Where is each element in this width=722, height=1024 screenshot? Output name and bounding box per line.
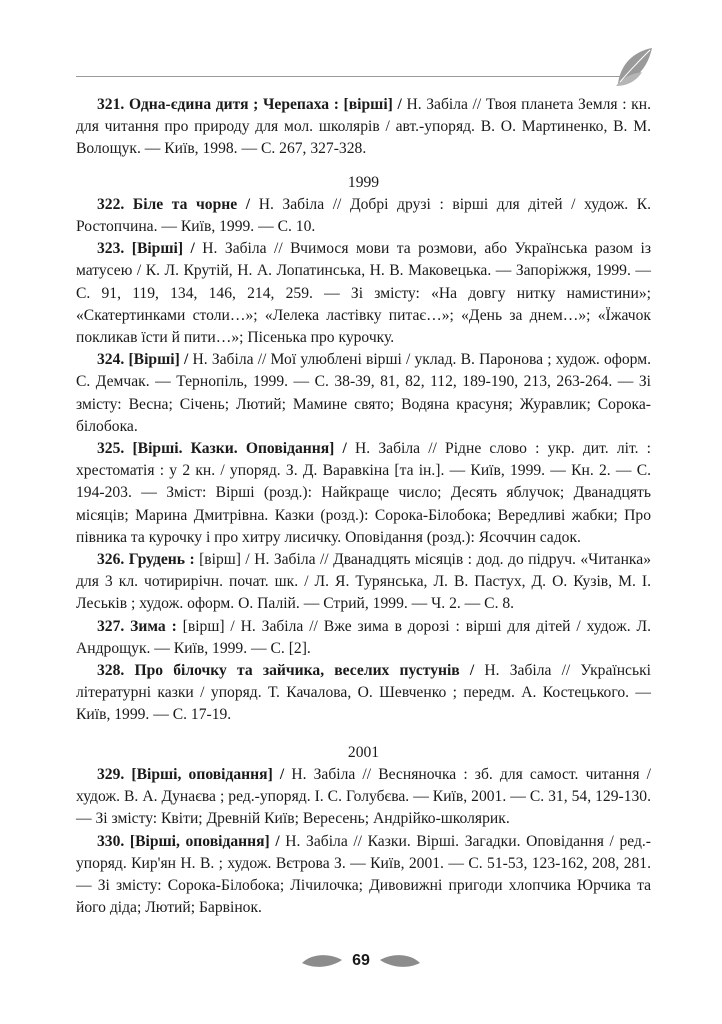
entry-text: Н. Забіла // Українські літературні казки / упоряд. Т. Качалова, О. Шевченко ; передм. А. Костецького. — Київ, 1999. — С. 17-19.	[76, 662, 651, 724]
entry-323	[76, 238, 651, 349]
page-footer	[0, 948, 722, 976]
leaf-ornament-icon	[612, 44, 656, 88]
entry-number: 324.	[97, 351, 125, 369]
year-heading-1999: 1999	[347, 173, 380, 191]
entry-title: [Вірші. Казки. Оповідання] /	[132, 440, 347, 458]
leaf-left-icon	[300, 952, 344, 970]
entry-number: 321.	[97, 96, 125, 113]
entry-title: [Вірші] /	[131, 240, 195, 258]
entry-number: 330.	[97, 832, 125, 850]
entry-number: 329.	[97, 765, 125, 783]
entry-number: 327.	[97, 617, 125, 635]
entry-title: [Вірші, оповідання] /	[131, 765, 285, 783]
entry-text: [вірш] / Н. Забіла // Вже зима в дорозі : вірші для дітей / худож. Л. Андрощук. — Київ, 1999. — С. [2].	[76, 617, 651, 657]
entry-title: [Вірші, оповідання] /	[129, 832, 280, 850]
entry-text: Н. Забіла // Мої улюблені вірші / уклад. В. Паронова ; худож. оформ. С. Демчак. — Тернопіль, 1999. — С. 38-39, 81, 82, 112, 189-190, 213, 263-264. — Зі змісту: Весна; Січень; Лютий; Мамине свято; Водяна красуня; Журавлик; Сорока-білобока.	[76, 351, 651, 435]
page-number: 69	[352, 952, 370, 969]
entry-text: Н. Забіла // Добрі друзі : вірші для дітей / худож. К. Ростопчина. — Київ, 1999. — С. 10.	[76, 195, 651, 236]
entry-number: 328.	[97, 662, 125, 680]
entry-text: Н. Забіла // Весняночка : зб. для самост. читання / худож. В. А. Дунаєва ; ред.-упоряд. І. С. Голубєва. — Київ, 2001. — С. 31, 54, 129-130. — Зі змісту: Квіти; Древній Київ; Вересень; Андрійко-школярик.	[76, 765, 651, 828]
entry-text: Н. Забіла // Казки. Вірші. Загадки. Оповідання / ред.-упоряд. Кир'ян Н. В. ; худож. Вєтрова З. — Київ, 2001. — С. 51-53, 123-162, 208, 281. — Зі змісту: Сорока-Білобока; Лічилочка; Дивовижні пригоди хлопчика Юрчика та його діда; Лютий; Барвінок.	[76, 832, 651, 917]
entry-title: Одна-єдина дитя ; Черепаха : [вірші] /	[128, 96, 402, 113]
entry-number: 325.	[97, 440, 125, 458]
entry-number: 323.	[97, 240, 125, 258]
entry-number: 326.	[97, 551, 125, 569]
header-rule	[76, 76, 624, 77]
entry-text: Н. Забіла // Вчимося мови та розмови, або Українська разом із матусею / К. Л. Крутій, Н. А. Лопатинська, Н. В. Маковецька. — Запоріжжя, 1999. — С. 91, 119, 134, 146, 214, 259. — Зі змісту: «На довгу нитку намистини»; «Скатертинками столи…»; «Лелека ластівку питає…»; «День за днем…»; «Їжачок покликав їсти й пити…»; Пісенька про курочку.	[76, 240, 651, 347]
entry-329	[76, 764, 651, 831]
entry-number: 322.	[97, 195, 125, 213]
year-heading-2001: 2001	[347, 743, 380, 761]
entry-text: Н. Забіла // Рідне слово : укр. дит. літ. : хрестоматія : у 2 кн. / упоряд. З. Д. Варавкіна [та ін.]. — Київ, 1999. — Кн. 2. — С. 194-203. — Зміст: Вірші (розд.): Найкраще число; Десять яблучок; Дванадцять місяців; Марина Дмитрівна. Казки (розд.): Сорока-Білобока; Вередливі жабки; Про півника та курочку і про хитру лисичку. Оповідання (розд.): Ясоччин садок.	[76, 440, 651, 546]
entry-text: [вірш] / Н. Забіла // Дванадцять місяців : дод. до підруч. «Читанка» для 3 кл. чотирирічн. почат. шк. / Л. Я. Турянська, Л. В. Пастух, Д. О. Кузів, М. І. Леськів ; худож. оформ. О. Палій. — Стрий, 1999. — Ч. 2. — С. 8.	[76, 551, 651, 613]
entry-325	[76, 438, 651, 549]
entry-title: Грудень :	[128, 551, 195, 569]
entry-324	[76, 349, 651, 438]
entry-title: Зима :	[130, 617, 177, 635]
entry-326	[76, 549, 651, 616]
entry-text: Н. Забіла // Твоя планета Земля : кн. для читання про природу для мол. школярів / авт.-упоряд. В. О. Мартиненко, В. М. Волощук. — Київ, 1998. — С. 267, 327-328.	[76, 96, 651, 158]
entry-title: [Вірші] /	[128, 351, 189, 369]
bibliography-list	[76, 94, 651, 919]
entry-330	[76, 831, 651, 920]
entry-title: Про білочку та зайчика, веселих пустунів /	[134, 662, 475, 680]
leaf-right-icon	[378, 952, 422, 970]
entry-327	[76, 616, 651, 660]
entry-title: Біле та чорне /	[132, 195, 251, 213]
entry-322	[76, 194, 651, 238]
entry-328	[76, 660, 651, 727]
entry-321	[76, 94, 651, 161]
